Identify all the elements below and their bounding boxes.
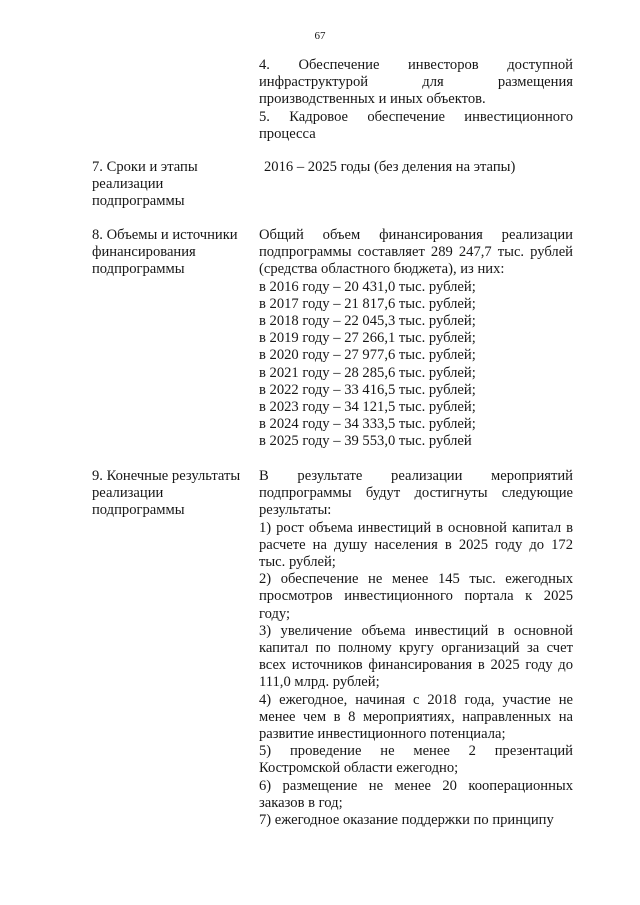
result-item-2: 2) обеспечение не менее 145 тыс. ежегодных просмотров инвестиционного портала к 2025 году;: [259, 571, 573, 622]
results-intro: В результате реализации мероприятий подпрограммы будут достигнуты следующие результаты:: [259, 468, 573, 519]
row-value-results: [259, 468, 573, 829]
financing-year-2018: в 2018 году – 22 045,3 тыс. рублей;: [259, 313, 476, 330]
financing-year-2020: в 2020 году – 27 977,6 тыс. рублей;: [259, 347, 476, 364]
financing-year-2022: в 2022 году – 33 416,5 тыс. рублей;: [259, 381, 476, 398]
financing-year-2024: в 2024 году – 34 333,5 тыс. рублей;: [259, 416, 476, 433]
task-item-4: 4. Обеспечение инвесторов доступной инфраструктурой для размещения производственных и иных объектов.: [259, 57, 573, 108]
row-value-timing: 2016 – 2025 годы (без деления на этапы): [264, 159, 516, 175]
row-label-financing: 8. Объемы и источники финансирования подпрограммы: [92, 227, 238, 278]
result-item-6: 6) размещение не менее 20 кооперационных заказов в год;: [259, 777, 573, 811]
task-item-5: 5. Кадровое обеспечение инвестиционного процесса: [259, 108, 573, 142]
financing-intro: Общий объем финансирования реализации подпрограммы составляет 289 247,7 тыс. рублей (средства областного бюджета), из них:: [259, 227, 573, 278]
financing-year-2025: в 2025 году – 39 553,0 тыс. рублей: [259, 433, 472, 450]
result-item-4: 4) ежегодное, начиная с 2018 года, участие не менее чем в 8 мероприятиях, направленных на развитие инвестиционного потенциала;: [259, 691, 573, 743]
row-value-financing: [259, 227, 573, 451]
financing-year-2021: в 2021 году – 28 285,6 тыс. рублей;: [259, 364, 476, 381]
financing-year-2019: в 2019 году – 27 266,1 тыс. рублей;: [259, 330, 476, 347]
financing-year-2016: в 2016 году – 20 431,0 тыс. рублей;: [259, 278, 476, 295]
result-item-1: 1) рост объема инвестиций в основной капитал в расчете на душу населения в 2025 году до 172 тыс. рублей;: [259, 519, 573, 571]
row-label-timing: 7. Сроки и этапы реализации подпрограммы: [92, 159, 198, 210]
page-number: 67: [314, 30, 326, 42]
row-label-results: 9. Конечные результаты реализации подпрограммы: [92, 468, 241, 519]
result-item-5: 5) проведение не менее 2 презентаций Костромской области ежегодно;: [259, 743, 573, 777]
financing-year-2017: в 2017 году – 21 817,6 тыс. рублей;: [259, 295, 476, 312]
continued-task-list: [259, 57, 573, 143]
result-item-7: 7) ежегодное оказание поддержки по принципу: [259, 812, 554, 829]
result-item-3: 3) увеличение объема инвестиций в основной капитал по полному кругу организаций за счет всех источников финансирования в 2025 году до 111,0 млрд. рублей;: [259, 622, 573, 691]
financing-year-2023: в 2023 году – 34 121,5 тыс. рублей;: [259, 399, 476, 416]
